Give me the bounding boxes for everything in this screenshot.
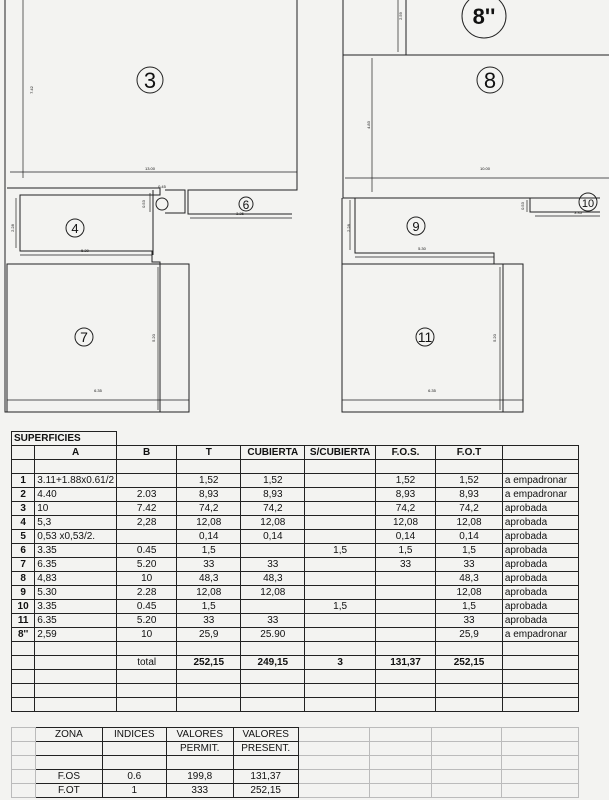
cell-fot: 48,3: [436, 572, 503, 586]
cell-fos: 8,93: [375, 488, 435, 502]
total-scubierta: 3: [305, 656, 375, 670]
room-label: 7: [80, 329, 88, 345]
spacer-row: [12, 698, 579, 712]
cell-a: 4.40: [35, 488, 117, 502]
cell-t: 74,2: [177, 502, 241, 516]
cell-cub: 1,52: [241, 474, 305, 488]
zona-cell: F.OT: [35, 784, 102, 798]
spacer-row: [12, 670, 579, 684]
cell-scub: [305, 502, 375, 516]
cell-b: 0.45: [117, 544, 177, 558]
dimension-text: 2.28: [10, 224, 15, 232]
dimension-text: 0.53: [141, 200, 146, 208]
cell-fot: 33: [436, 614, 503, 628]
cell-scub: [305, 474, 375, 488]
cell-scub: [305, 558, 375, 572]
cell-a: 3.35: [35, 600, 117, 614]
cell-scub: 1,5: [305, 544, 375, 558]
indices-subheader-row: [12, 742, 579, 756]
spacer-row: [12, 756, 579, 770]
cell-b: [117, 474, 177, 488]
cell-scub: [305, 488, 375, 502]
cell-cub: 25.90: [241, 628, 305, 642]
cell-b: 7.42: [117, 502, 177, 516]
cell-a: 3.11+1.88x0.61/2: [35, 474, 117, 488]
table-row: [12, 530, 579, 544]
dimension-text: 6.35: [94, 388, 102, 393]
cell-estado: aprobada: [502, 600, 578, 614]
indice-cell: 0.6: [102, 770, 166, 784]
cell-n: 7: [12, 558, 35, 572]
cell-fos: [375, 614, 435, 628]
cell-a: 6.35: [35, 614, 117, 628]
cell-estado: aprobada: [502, 558, 578, 572]
cell-cub: 0,14: [241, 530, 305, 544]
superficies-table: [11, 431, 579, 712]
table-title-row: [12, 432, 579, 446]
table-header-row: [12, 446, 579, 460]
cell-b: 10: [117, 628, 177, 642]
cell-fot: 12,08: [436, 516, 503, 530]
cell-a: 4,83: [35, 572, 117, 586]
cell-n: 8'': [12, 628, 35, 642]
cell-scub: [305, 614, 375, 628]
cell-t: 0,14: [177, 530, 241, 544]
column-header: T: [177, 446, 241, 460]
dimension-text: 4.83: [366, 121, 371, 129]
room-label: 8: [483, 68, 497, 93]
cell-cub: [241, 600, 305, 614]
plan-wall: [342, 198, 503, 412]
column-header: B: [117, 446, 177, 460]
total-t: 252,15: [177, 656, 241, 670]
cell-n: 2: [12, 488, 35, 502]
table-row: [12, 586, 579, 600]
cell-fot: 25,9: [436, 628, 503, 642]
room-marker: [156, 198, 168, 210]
table-row: [12, 502, 579, 516]
dimension-text: 6.35: [428, 388, 436, 393]
zona-cell: F.OS: [35, 770, 102, 784]
room-label: 3: [143, 68, 157, 93]
cell-cub: [241, 544, 305, 558]
dimension-text: 0.53: [520, 202, 525, 210]
table-row: [12, 572, 579, 586]
table-row: [12, 558, 579, 572]
cell-b: 10: [117, 572, 177, 586]
cell-a: 2,59: [35, 628, 117, 642]
indices-header-row: [12, 728, 579, 742]
present-cell: 252,15: [233, 784, 298, 798]
total-fot: 252,15: [436, 656, 503, 670]
indices-table: [11, 727, 579, 798]
cell-fos: 1,5: [375, 544, 435, 558]
column-header: F.O.T: [436, 446, 503, 460]
total-fos: 131,37: [375, 656, 435, 670]
cell-scub: 1,5: [305, 600, 375, 614]
column-header: F.O.S.: [375, 446, 435, 460]
cell-estado: aprobada: [502, 516, 578, 530]
cell-fos: 1,52: [375, 474, 435, 488]
cell-estado: aprobada: [502, 544, 578, 558]
cell-n: 11: [12, 614, 35, 628]
cell-t: 1,5: [177, 544, 241, 558]
total-row: [12, 656, 579, 670]
room-label: 11: [417, 329, 433, 345]
cell-fot: 1,5: [436, 600, 503, 614]
cell-scub: [305, 516, 375, 530]
total-cubierta: 249,15: [241, 656, 305, 670]
dimension-text: 0.45: [158, 184, 166, 189]
cell-cub: 74,2: [241, 502, 305, 516]
column-header: VALORES: [233, 728, 298, 742]
cell-n: 8: [12, 572, 35, 586]
column-header: VALORES: [166, 728, 233, 742]
cell-t: 8,93: [177, 488, 241, 502]
column-subheader: PRESENT.: [233, 742, 298, 756]
plan-wall: [188, 0, 297, 214]
cell-fos: [375, 628, 435, 642]
cell-b: 5.20: [117, 558, 177, 572]
plan-wall: [5, 0, 160, 412]
cell-estado: aprobada: [502, 502, 578, 516]
room-label: 6: [242, 198, 250, 212]
cell-fot: 0,14: [436, 530, 503, 544]
cell-n: 1: [12, 474, 35, 488]
cell-t: 33: [177, 614, 241, 628]
cell-t: 12,08: [177, 586, 241, 600]
cell-fos: [375, 586, 435, 600]
table-row: [12, 544, 579, 558]
spacer-row: [12, 642, 579, 656]
cell-estado: aprobada: [502, 614, 578, 628]
cell-cub: 48,3: [241, 572, 305, 586]
cell-fot: 74,2: [436, 502, 503, 516]
table-row: [12, 614, 579, 628]
cell-fos: 74,2: [375, 502, 435, 516]
cell-a: 10: [35, 502, 117, 516]
dimension-text: 5.20: [151, 334, 156, 342]
dimension-text: 13.00: [144, 166, 156, 171]
cell-a: 3.35: [35, 544, 117, 558]
cell-estado: a empadronar: [502, 474, 578, 488]
present-cell: 131,37: [233, 770, 298, 784]
cell-b: 5.20: [117, 614, 177, 628]
dimension-text: 3.35: [236, 211, 244, 216]
cell-estado: aprobada: [502, 572, 578, 586]
column-header: ZONA: [35, 728, 102, 742]
cell-t: 1,52: [177, 474, 241, 488]
cell-a: 0,53 x0,53/2.: [35, 530, 117, 544]
cell-fos: 12,08: [375, 516, 435, 530]
cell-t: 1,5: [177, 600, 241, 614]
table-row: [12, 600, 579, 614]
indices-row: [12, 770, 579, 784]
cell-fot: 1,52: [436, 474, 503, 488]
total-label: total: [117, 656, 177, 670]
dimension-text: 5.30: [81, 248, 89, 253]
indice-cell: 1: [102, 784, 166, 798]
cell-scub: [305, 586, 375, 600]
dimension-text: 2.59: [398, 12, 403, 20]
cell-a: 6.35: [35, 558, 117, 572]
cell-b: 2.03: [117, 488, 177, 502]
dimension-text: 5.30: [418, 246, 426, 251]
room-label: 8'': [472, 4, 496, 29]
spacer-row: [12, 460, 579, 474]
cell-n: 10: [12, 600, 35, 614]
column-header: CUBIERTA: [241, 446, 305, 460]
dimension-text: 7.42: [29, 86, 34, 94]
cell-fos: 0,14: [375, 530, 435, 544]
room-label: 10: [581, 198, 595, 210]
cell-fot: 1,5: [436, 544, 503, 558]
cell-fos: [375, 572, 435, 586]
table-row: [12, 628, 579, 642]
cell-scub: [305, 572, 375, 586]
column-header: A: [35, 446, 117, 460]
dimension-text: 2.28: [346, 224, 351, 232]
plan-wall: [343, 55, 600, 198]
cell-n: 6: [12, 544, 35, 558]
cell-t: 12,08: [177, 516, 241, 530]
cell-cub: 8,93: [241, 488, 305, 502]
cell-fos: 33: [375, 558, 435, 572]
cell-fot: 33: [436, 558, 503, 572]
cell-estado: aprobada: [502, 586, 578, 600]
cell-b: 2.28: [117, 586, 177, 600]
cell-cub: 12,08: [241, 586, 305, 600]
cell-fot: 8,93: [436, 488, 503, 502]
cell-a: 5.30: [35, 586, 117, 600]
table-row: [12, 474, 579, 488]
room-label: 9: [412, 219, 420, 234]
cell-n: 5: [12, 530, 35, 544]
cell-cub: 33: [241, 614, 305, 628]
cell-estado: aprobada: [502, 530, 578, 544]
cell-scub: [305, 628, 375, 642]
cell-b: [117, 530, 177, 544]
cell-n: 9: [12, 586, 35, 600]
column-subheader: PERMIT.: [166, 742, 233, 756]
permit-cell: 199,8: [166, 770, 233, 784]
table-title: SUPERFICIES: [12, 432, 117, 446]
dimension-text: 5.20: [492, 334, 497, 342]
table-row: [12, 516, 579, 530]
room-label: 4: [71, 221, 79, 236]
cell-t: 33: [177, 558, 241, 572]
cell-a: 5,3: [35, 516, 117, 530]
cell-b: 0.45: [117, 600, 177, 614]
indices-row: [12, 784, 579, 798]
cell-b: 2,28: [117, 516, 177, 530]
spacer-row: [12, 684, 579, 698]
cell-cub: 12,08: [241, 516, 305, 530]
cell-n: 3: [12, 502, 35, 516]
cell-t: 25,9: [177, 628, 241, 642]
dimension-text: 3.35: [574, 210, 582, 215]
cell-fot: 12,08: [436, 586, 503, 600]
cell-fos: [375, 600, 435, 614]
cell-t: 48,3: [177, 572, 241, 586]
cell-cub: 33: [241, 558, 305, 572]
permit-cell: 333: [166, 784, 233, 798]
cell-estado: a empadronar: [502, 628, 578, 642]
column-header: INDICES: [102, 728, 166, 742]
cell-n: 4: [12, 516, 35, 530]
cell-estado: a empadronar: [502, 488, 578, 502]
column-header: S/CUBIERTA: [305, 446, 375, 460]
cell-scub: [305, 530, 375, 544]
table-row: [12, 488, 579, 502]
dimension-text: 10.00: [479, 166, 491, 171]
